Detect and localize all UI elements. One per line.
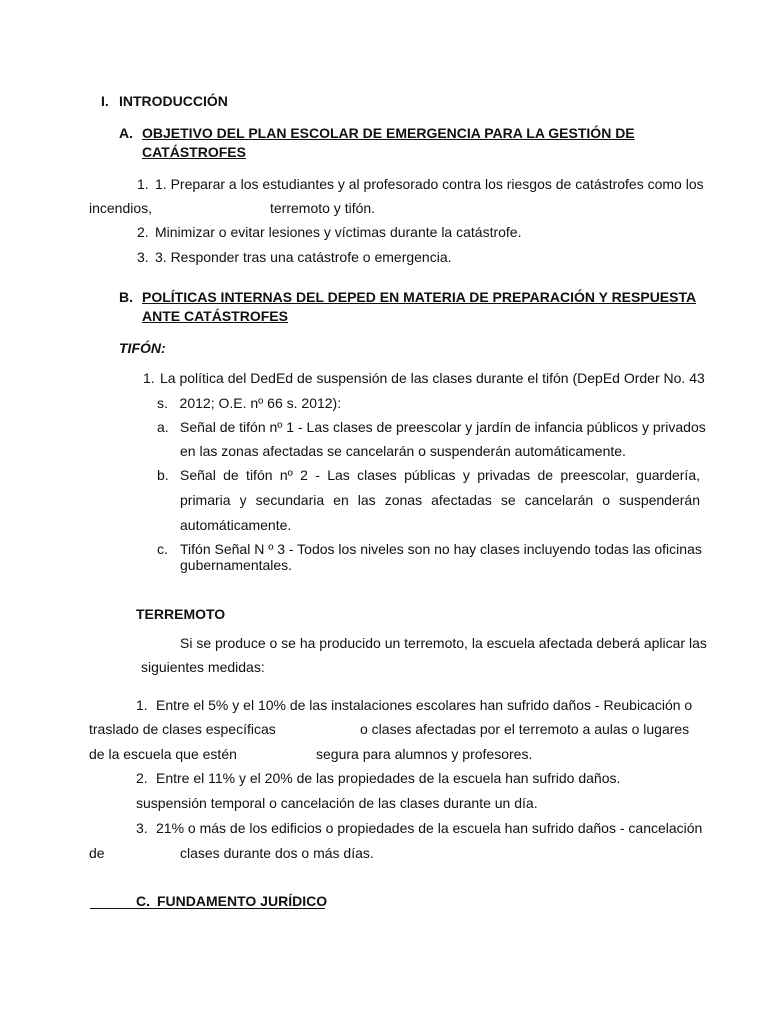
section-a-title: OBJETIVO DEL PLAN ESCOLAR DE EMERGENCIA PARA LA GESTIÓN DE	[142, 125, 635, 141]
sub-letter: b.	[157, 467, 169, 483]
list-item: 3. Responder tras una catástrofe o emergencia.	[155, 249, 452, 265]
list-number: 1.	[137, 176, 149, 192]
paragraph: Si se produce o se ha producido un terremoto, la escuela afectada deberá aplicar las	[180, 635, 707, 651]
list-item: Minimizar o evitar lesiones y víctimas durante la catástrofe.	[155, 224, 522, 240]
list-number: 3.	[137, 249, 149, 265]
section-number: I.	[101, 93, 109, 109]
section-b-letter: B.	[119, 289, 133, 305]
section-b-title-cont: ANTE CATÁSTROFES	[142, 308, 288, 324]
sub-item-cont: primaria y secundaria en las zonas afectadas se cancelarán o suspenderán	[180, 492, 700, 508]
list-item: 21% o más de los edificios o propiedades de la escuela han sufrido daños - cancelación	[156, 820, 703, 836]
list-number: 3.	[136, 820, 148, 836]
sub-item-cont: gubernamentales.	[180, 557, 293, 573]
tifon-heading: TIFÓN:	[119, 340, 166, 356]
list-number: 1.	[136, 697, 148, 713]
list-item-cont: incendios,	[89, 200, 153, 216]
terremoto-heading: TERREMOTO	[136, 606, 226, 622]
section-c-letter: C.	[136, 893, 150, 909]
list-number: 2.	[137, 224, 149, 240]
list-item: Entre el 5% y el 10% de las instalaciones escolares han sufrido daños - Reubicación o	[156, 697, 693, 713]
list-item: Entre el 11% y el 20% de las propiedades de la escuela han sufrido daños.	[156, 770, 621, 786]
sub-item: Señal de tifón nº 2 - Las clases públicas y privadas de preescolar, guardería,	[180, 467, 700, 483]
list-item-cont: de la escuela que estén	[89, 746, 237, 762]
list-item: 1. Preparar a los estudiantes y al profesorado contra los riesgos de catástrofes como los	[155, 176, 704, 192]
paragraph-cont: siguientes medidas:	[141, 659, 265, 675]
list-item-cont: o clases afectadas por el terremoto a aulas o lugares	[360, 721, 690, 737]
list-item-cont: terremoto y tifón.	[270, 200, 376, 216]
page-title: INTRODUCCIÓN	[119, 93, 228, 109]
list-number: 1.	[143, 370, 155, 386]
sub-item-cont: en las zonas afectadas se cancelarán o suspenderán automáticamente.	[180, 443, 626, 459]
section-a-title-cont: CATÁSTROFES	[142, 144, 246, 160]
sub-item: Señal de tifón nº 1 - Las clases de preescolar y jardín de infancia públicos y privados	[180, 419, 706, 435]
list-item: La política del DedEd de suspensión de las clases durante el tifón (DepEd Order No. 43	[160, 370, 705, 386]
list-item-cont: suspensión temporal o cancelación de las clases durante un día.	[136, 795, 538, 811]
section-b-title: POLÍTICAS INTERNAS DEL DEPED EN MATERIA DE PREPARACIÓN Y RESPUESTA	[142, 289, 697, 305]
list-number: 2.	[136, 770, 148, 786]
section-c-title: FUNDAMENTO JURÍDICO	[157, 893, 328, 909]
sub-item: Tifón Señal N º 3 - Todos los niveles son no hay clases incluyendo todas las oficinas	[180, 541, 702, 557]
section-a-letter: A.	[119, 125, 133, 141]
sub-letter: c.	[157, 541, 168, 557]
list-item-cont: traslado de clases específicas	[89, 721, 276, 737]
sub-letter: a.	[157, 419, 169, 435]
sub-item-cont: automáticamente.	[180, 517, 292, 533]
list-item-cont: de	[89, 845, 105, 861]
list-item-cont: segura para alumnos y profesores.	[316, 746, 533, 762]
list-item-cont: clases durante dos o más días.	[180, 845, 374, 861]
list-item-cont: s. 2012; O.E. nº 66 s. 2012):	[157, 395, 342, 411]
